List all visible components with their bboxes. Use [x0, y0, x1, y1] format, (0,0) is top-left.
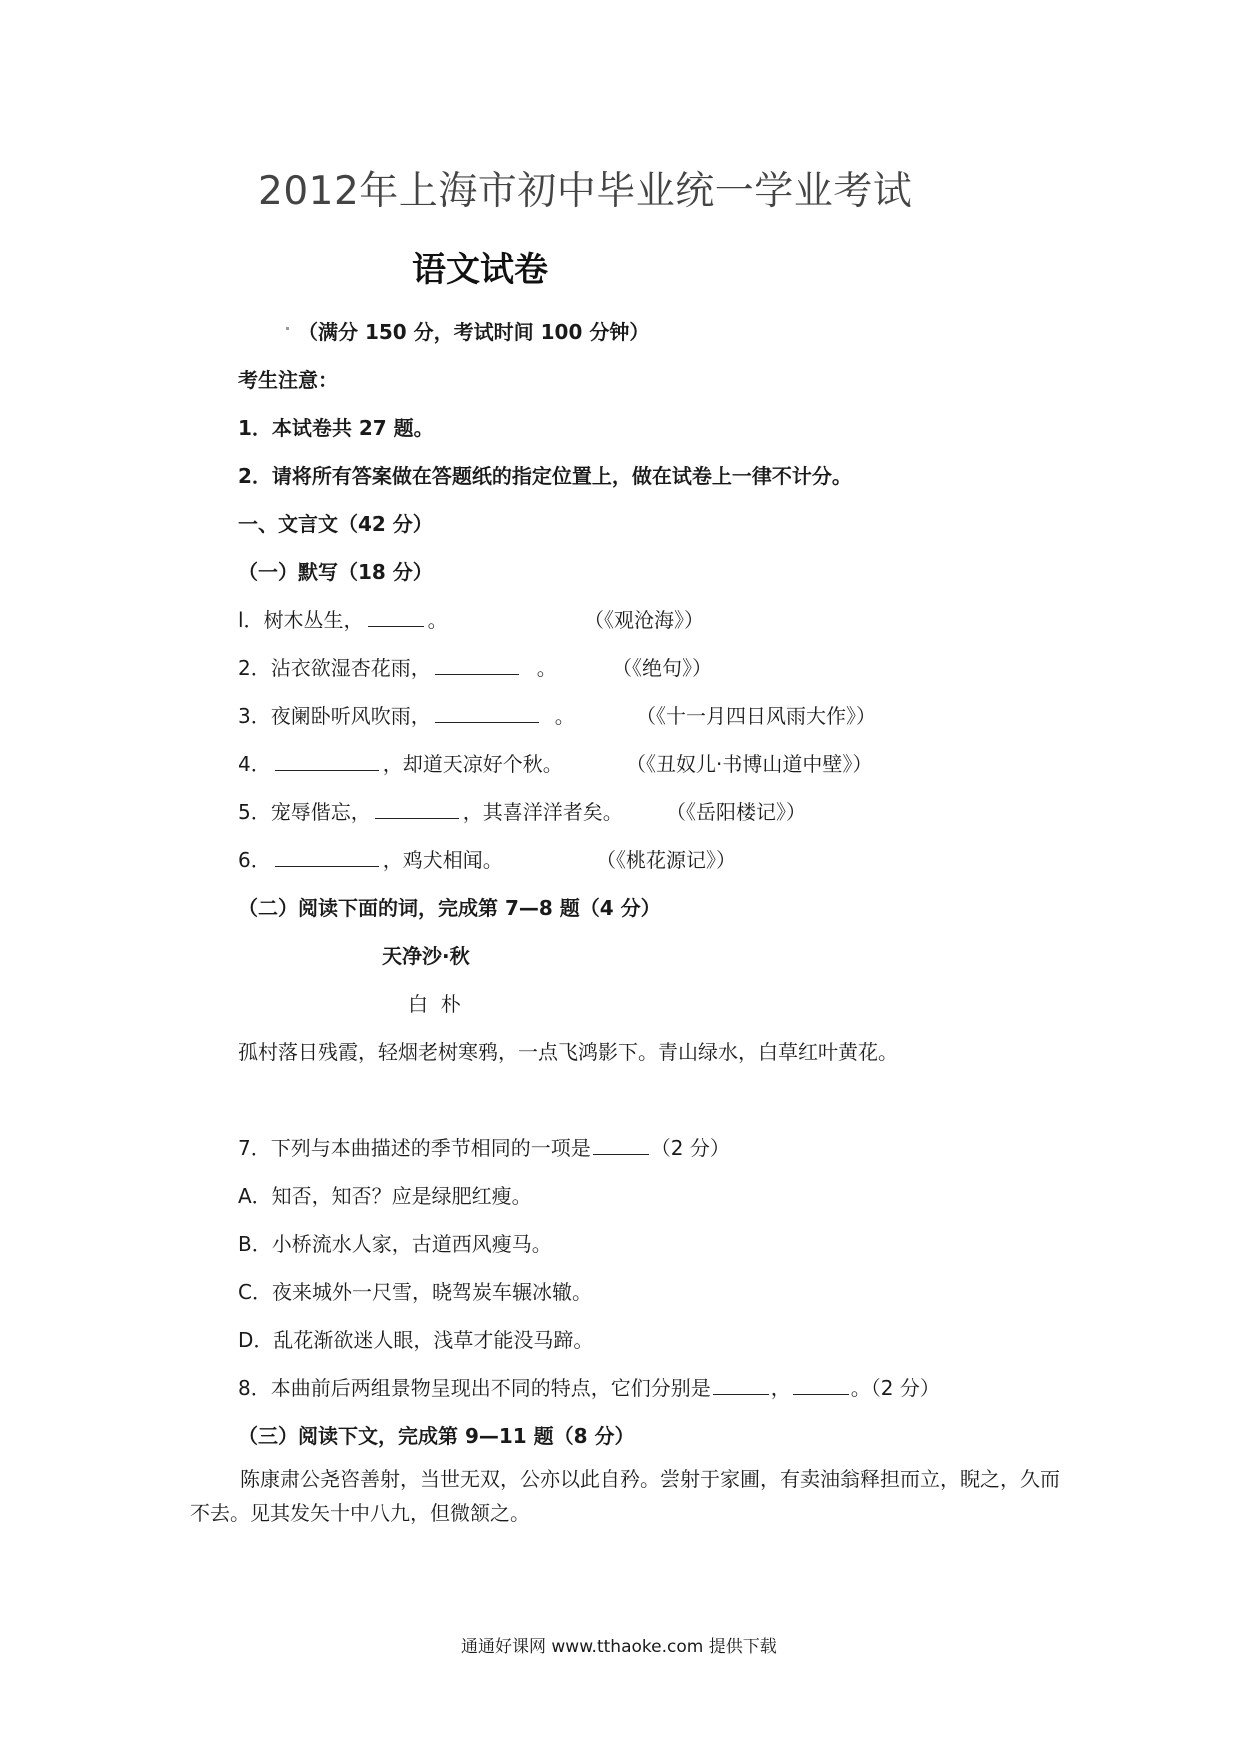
notice-heading: 考生注意： [238, 368, 338, 392]
item-number: 2． [238, 656, 271, 680]
paper-subtitle: 语文试卷 [412, 250, 548, 290]
item-text-before: 宠辱偕忘， [270, 800, 371, 824]
item-text-after: ，其喜洋洋者矣。 [462, 800, 623, 824]
question-8 [238, 1372, 940, 1401]
question-7 [238, 1132, 730, 1161]
item-number: 4． [238, 752, 271, 776]
item-text-after: ，鸡犬相闻。 [382, 848, 503, 872]
answer-blank [368, 608, 424, 627]
item-source: （《十一月四日风雨大作》） [636, 704, 876, 728]
part1-heading: （一）默写（18 分） [238, 560, 433, 584]
answer-blank [713, 1376, 769, 1395]
dictation-item [238, 844, 503, 873]
stray-dot [286, 327, 289, 330]
item-source: （《桃花源记》） [596, 848, 736, 872]
item-text-after: ，却道天凉好个秋。 [382, 752, 563, 776]
option-b: B．小桥流水人家，古道西风瘦马。 [238, 1232, 552, 1256]
question-score: （2 分） [650, 1136, 730, 1160]
item-source: （《观沧海》） [584, 608, 704, 632]
item-text-before: 沾衣欲湿杏花雨， [270, 656, 431, 680]
item-source: （《岳阳楼记》） [666, 800, 806, 824]
part3-heading: （三）阅读下文，完成第 9—11 题（8 分） [238, 1424, 635, 1448]
notice-item-2: 2．请将所有答案做在答题纸的指定位置上，做在试卷上一律不计分。 [238, 464, 852, 488]
passage-text: 陈康肃公尧咨善射，当世无双，公亦以此自矜。尝射于家圃，有卖油翁释担而立，睨之，久而不去。见其发矢十中八九，但微颔之。 [190, 1467, 1060, 1525]
answer-blank [435, 704, 539, 723]
item-number: 3． [238, 704, 271, 728]
item-text-after: 。 [427, 608, 448, 632]
item-source: （《绝句》） [612, 656, 712, 680]
item-number: 6． [238, 848, 271, 872]
answer-blank [275, 848, 379, 867]
blank-separator: ， [770, 1376, 791, 1400]
exam-info: （满分 150 分，考试时间 100 分钟） [298, 320, 650, 344]
poem-title: 天净沙·秋 [382, 944, 470, 968]
option-d: D．乱花渐欲迷人眼，浅草才能没马蹄。 [238, 1328, 594, 1352]
item-number: 5． [238, 800, 271, 824]
dictation-item [238, 652, 557, 681]
item-text-after: 。 [554, 704, 575, 728]
poem-text: 孤村落日残霞，轻烟老树寒鸦，一点飞鸿影下。青山绿水，白草红叶黄花。 [238, 1040, 898, 1064]
item-source: （《丑奴儿·书博山道中壁》） [626, 752, 873, 776]
item-text-before: 树木丛生， [263, 608, 364, 632]
dictation-item [238, 604, 448, 633]
question-stem: 7．下列与本曲描述的季节相同的一项是 [238, 1136, 591, 1160]
section-heading: 一、文言文（42 分） [238, 512, 433, 536]
question-score: 。（2 分） [850, 1376, 940, 1400]
answer-blank [435, 656, 519, 675]
poem-author: 白 朴 [408, 992, 461, 1016]
answer-blank [275, 752, 379, 771]
exam-title: 2012年上海市初中毕业统一学业考试 [258, 169, 913, 214]
question-stem: 8．本曲前后两组景物呈现出不同的特点，它们分别是 [238, 1376, 711, 1400]
item-text-before: 夜阑卧听风吹雨， [270, 704, 431, 728]
answer-blank [375, 800, 459, 819]
option-a: A．知否，知否？应是绿肥红瘦。 [238, 1184, 532, 1208]
option-c: C．夜来城外一尺雪，晓驾炭车辗冰辙。 [238, 1280, 592, 1304]
answer-blank [593, 1136, 649, 1155]
footer-credit: 通通好课网 www.tthaoke.com 提供下载 [461, 1637, 777, 1657]
item-text-after: 。 [536, 656, 557, 680]
dictation-item [238, 748, 563, 777]
dictation-item [238, 700, 575, 729]
dictation-item [238, 796, 623, 825]
answer-blank [793, 1376, 849, 1395]
part2-heading: （二）阅读下面的词，完成第 7—8 题（4 分） [238, 896, 661, 920]
notice-item-1: 1．本试卷共 27 题。 [238, 416, 434, 440]
item-number: l． [238, 608, 264, 632]
